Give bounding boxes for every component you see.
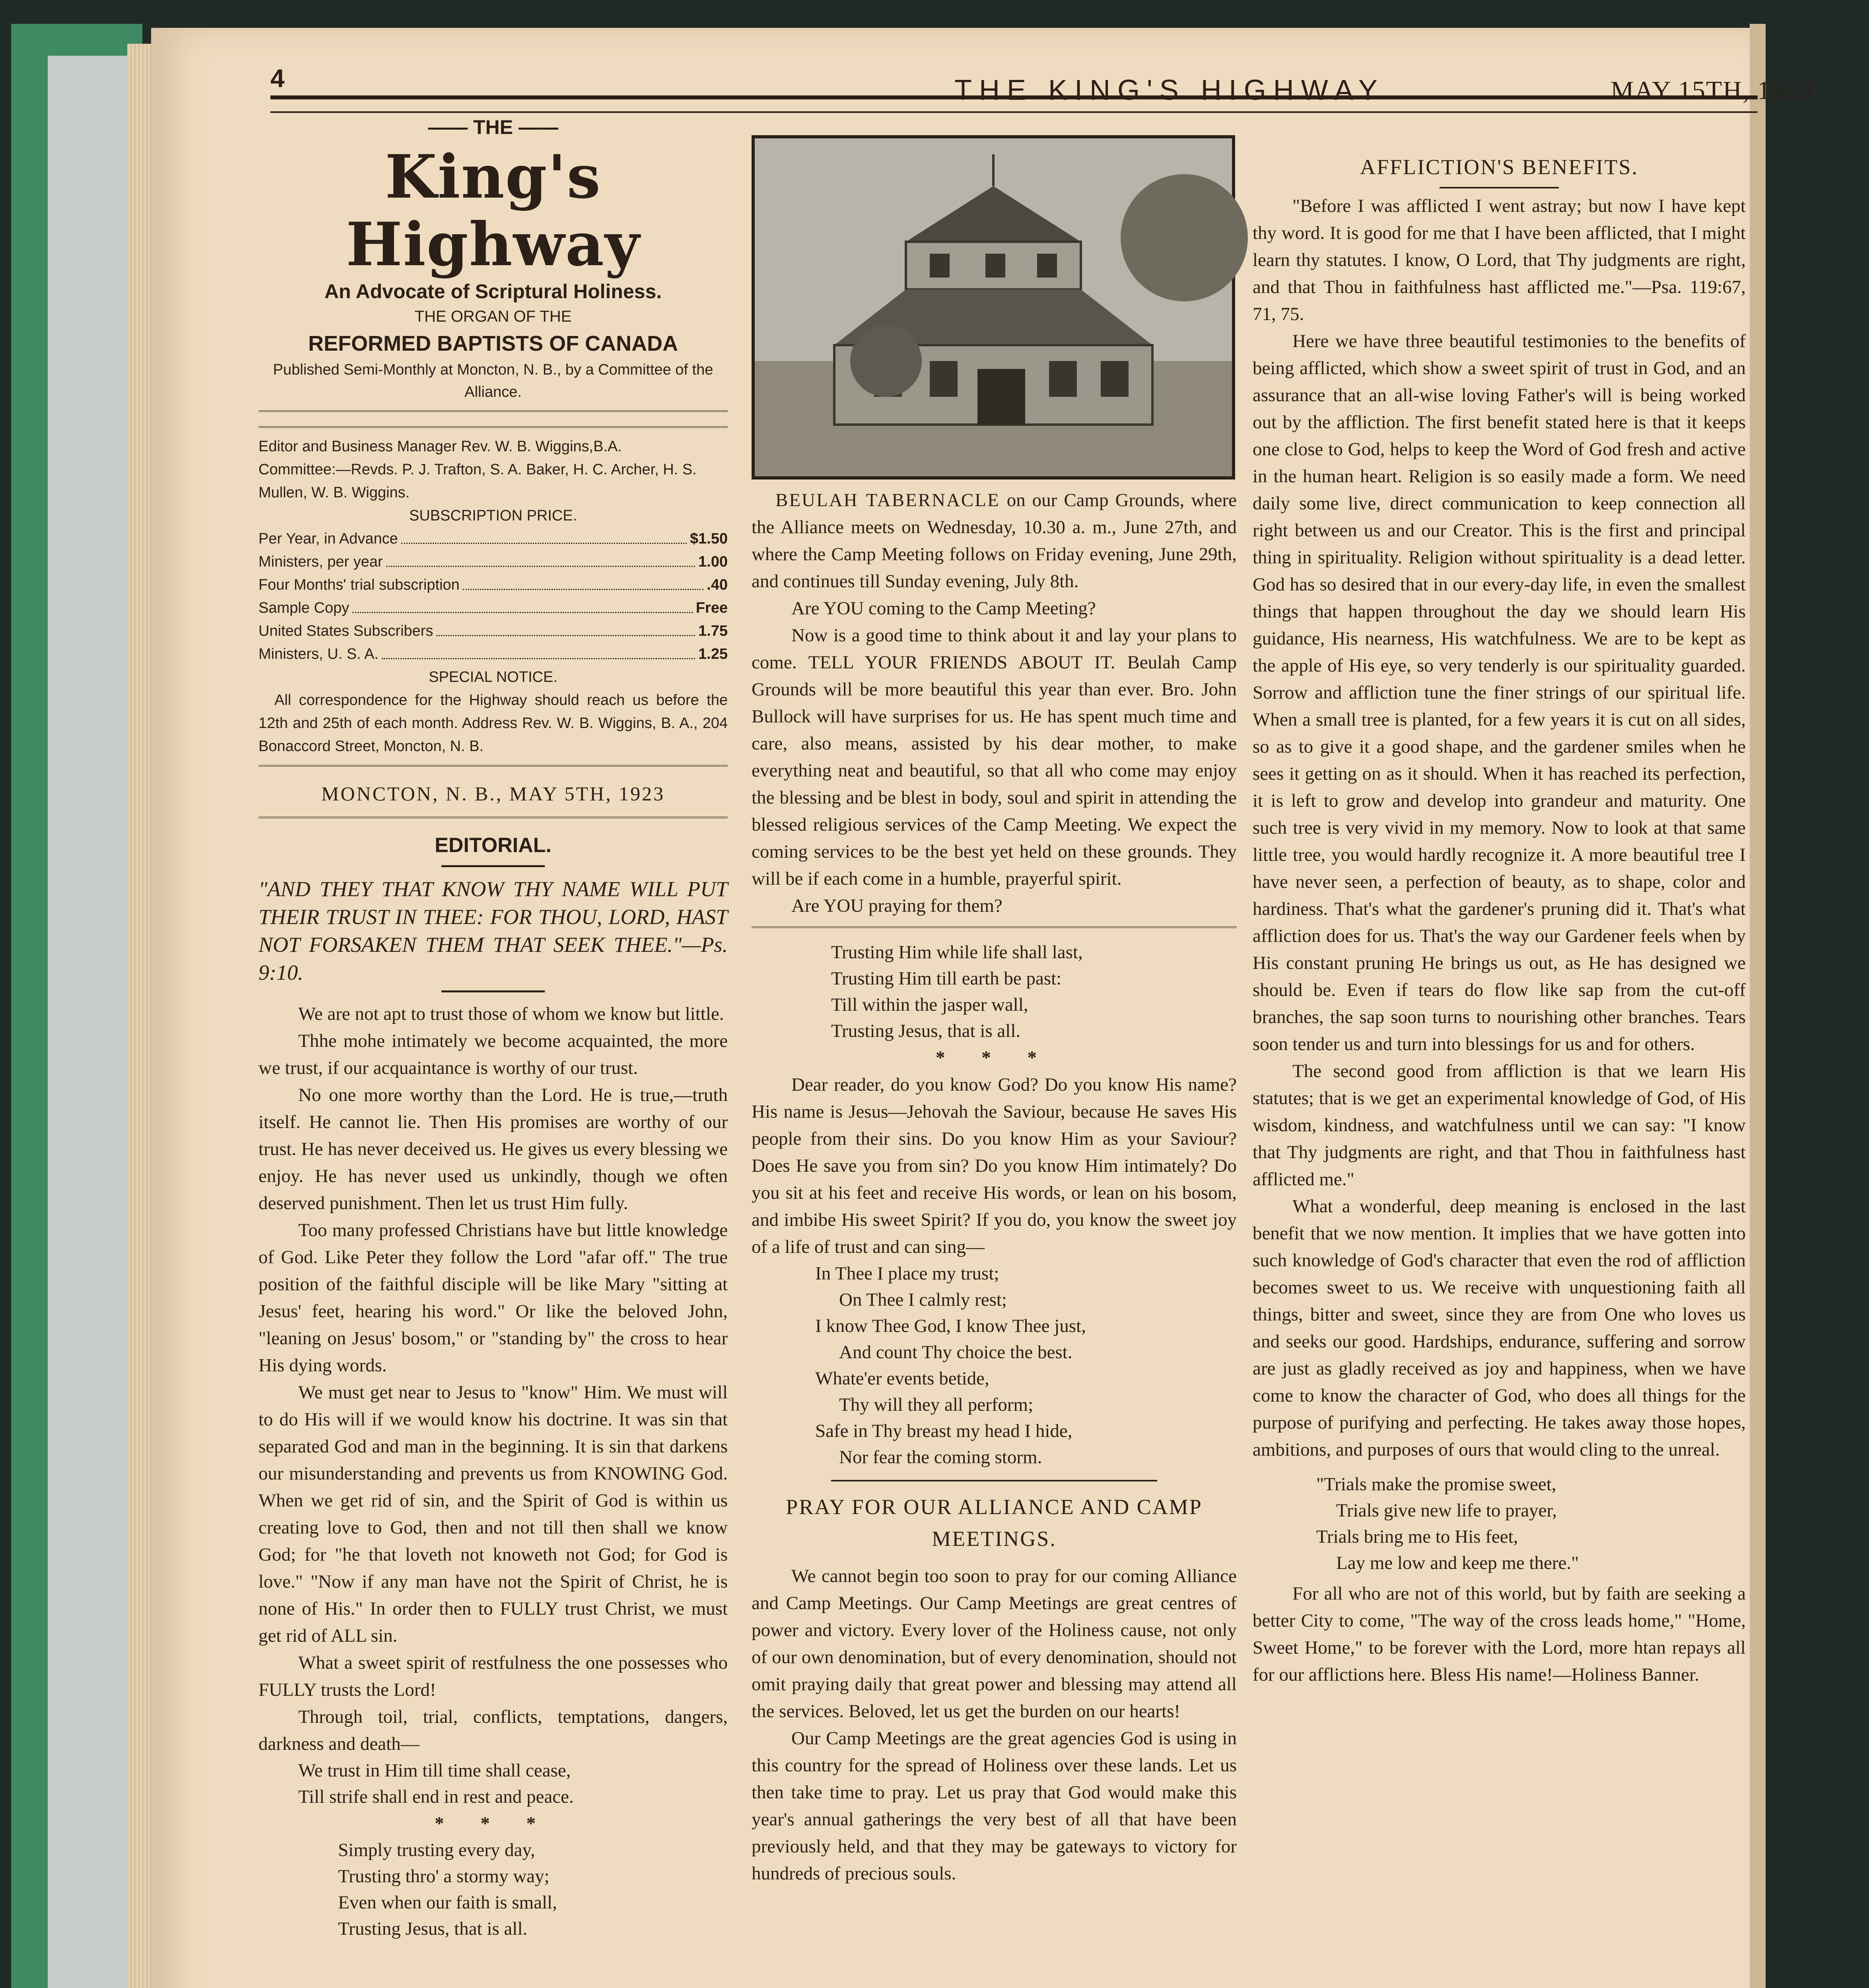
paragraph: Too many professed Christians have but little knowledge of God. Like Peter they follow the Lord "afar off." The true position of the faithful disciple will be like Mary "sitting at Jesus' feet, hearing his word." Or like the beloved John, "leaning on Jesus' bosom," or "standing by" the cross to hear His dying words.	[258, 1220, 728, 1376]
price-row: Four Months' trial subscription .40	[258, 573, 728, 596]
page-right-edge	[1750, 24, 1766, 1988]
paragraph: We must get near to Jesus to "know" Him. We must will to do His will if we would know his doctrine. It was sin that separated God and man in the beginning. It is sin that darkens our misunderstanding and prevents us from KNOWING God. When we get rid of sin, and the Spirit of God is within us creating love to God, then and not till then shall we know God; for "he that loveth not knoweth not God; for God is love." "Now if any man have not the Spirit of Christ, he is none of His." In order then to FULLY trust Christ, we must get rid of ALL sin.	[258, 1382, 728, 1646]
column-middle	[752, 135, 1237, 1887]
notice-head: SPECIAL NOTICE.	[429, 669, 558, 685]
ornamental-rule	[752, 926, 1237, 932]
paragraph: We cannot begin too soon to pray for our coming Alliance and Camp Meetings. Our Camp Meetings are great centres of power and victory. Every lover of the Holiness cause, not only of our own denomination, but of every denomination, should not omit praying daily that great power and blessing may attend all the services. Beloved, let us get the burden on our hearts!	[752, 1566, 1237, 1722]
stars-divider: * * *	[435, 1813, 552, 1834]
caption-text: on our Camp Grounds, where the Alliance meets on Wednesday, 10.30 a. m., June 27th, and where the Camp Meeting follows on Friday evening, June 29th, and continues till Sunday evening, July 8th.	[752, 490, 1237, 592]
ornamental-rule	[258, 410, 728, 428]
paragraph: No one more worthy than the Lord. He is true,—truth itself. He cannot lie. Then His promises are worthy of our trust. He has never deceived us. He gives us every blessing we enjoy. He has never used us unkindly, though we often deserved punishment. Then let us trust Him fully.	[258, 1085, 728, 1213]
verse: Simply trusting every day, Trusting thro' a stormy way; Even when our faith is small, Trusting Jesus, that is all.	[338, 1840, 557, 1939]
verse: We trust in Him till time shall cease, Till strife shall end in rest and peace.	[298, 1760, 574, 1807]
price-row: Sample Copy Free	[258, 596, 728, 619]
divider	[441, 865, 545, 867]
divider	[831, 1480, 1157, 1481]
publication-title: THE KING'S HIGHWAY	[954, 74, 1385, 106]
dateline: MONCTON, N. B., MAY 5TH, 1923	[321, 782, 665, 805]
masthead-published: Published Semi-Monthly at Moncton, N. B., by a Committee of the Alliance.	[273, 361, 713, 400]
paragraph: Our Camp Meetings are the great agencies God is using in this country for the spread of Holiness over these lands. Let us then take time to pray. Let us pray that God would make this year's annual gatherings the very best of all that have been previously held, and that they may be gateways to victory for hundreds of precious souls.	[752, 1728, 1237, 1884]
paragraph: What a wonderful, deep meaning is enclosed in the last benefit that we now mention. It implies that we have gotten into such knowledge of God's character that even the rod of affliction becomes sweet to us. We receive with unquestioning faith all things, bitter and sweet, since they are from One who loves us and seeks our good. Hardships, endurance, suffering and sorrow are just as gladly received as joy and happiness, when we have come to know the character of God, who does all things for the purpose of purifying and perfecting. He takes away those hopes, ambitions, and purposes of ours that would cling to the unreal.	[1253, 1196, 1746, 1460]
tabernacle-photo	[752, 135, 1235, 480]
pray-head: PRAY FOR OUR ALLIANCE AND CAMP MEETINGS.	[786, 1495, 1203, 1551]
tabernacle-illustration	[755, 138, 1232, 476]
subscription-head: SUBSCRIPTION PRICE.	[409, 507, 577, 524]
masthead-title: King's Highway	[346, 142, 641, 280]
notice-text: All correspondence for the Highway should reach us before the 12th and 25th of each month. Address Rev. W. B. Wiggins, B. A., 204 Bonaccord Street, Moncton, N. B.	[258, 692, 728, 755]
paragraph: Here we have three beautiful testimonies to the benefits of being afflicted, which show a sweet spirit of trust in God, and an assurance that an all-wise loving Father's will is being worked out by the affliction. The first benefit stated here is that it keeps one close to God, helps to keep the Word of God fresh and active in the human heart. Religion is so easily made a form. We need daily some live, direct communication to keep connection all right between us and our Creator. This is the first and principal thing in spirituality. Religion without spirituality is a dead letter. God has so desired that in our every-day life, in even the smallest things that happen throughout the day we should learn His guidance, His nearness, His watchfulness. We are to be kept as the apple of His eye, so very tenderly is our spirituality guarded. Sorrow and affliction tune the finer strings of our spiritual life. When a small tree is planted, for a few years it is cut on all sides, so as to give it a good shape, and the gardener smiles when he sees it getting on as it should. When it has reached its perfection, it is left to grow and develop into grandeur and maturity. One such tree is very vivid in my memory. Now to look at that same little tree, you would hardly recognize it. A more beautiful tree I have never seen, a perfection of beauty, as to shape, color and hardiness. That's what the gardener's pruning did it. That's what affliction does for us. That's the way our Gardener feels when by His constant pruning He brings us out, as He has designed we should be. Even if tears do flow like sap from the cut-off branches, the sap soon turns to nourishing other branches. Tears soon tender us and turn into blessings for us and for others.	[1253, 331, 1746, 1054]
paragraph: "Before I was afflicted I went astray; but now I have kept thy word. It is good for me that I have been afflicted, that I might learn thy statutes. I know, O Lord, that Thy judgments are right, and that Thou in faithfulness hast afflicted me."—Psa. 119:67, 71, 75.	[1253, 196, 1746, 324]
paragraph: For all who are not of this world, but by faith are seeking a better City to come, "The way of the cross leads home," "Home, Sweet Home," to be forever with the Lord, more htan repays all for our afflictions here. Bless His name!—Holiness Banner.	[1253, 1583, 1746, 1685]
column-left	[258, 115, 728, 1942]
divider	[441, 990, 545, 992]
paragraph: The second good from affliction is that we learn His statutes; that is we get an experimental knowledge of God, of His wisdom, kindness, and watchfulness until we can say: "I know that Thy judgments are right, and that Thou in faithfulness hast afflicted me."	[1253, 1061, 1746, 1190]
masthead-subtitle: An Advocate of Scriptural Holiness.	[324, 280, 662, 303]
paragraph: Thhe mohe intimately we become acquainted, the more we trust, if our acquaintance is worthy of our trust.	[258, 1031, 728, 1078]
column-right	[1253, 127, 1746, 1688]
price-row: Ministers, U. S. A. 1.25	[258, 643, 728, 666]
paragraph: We are not apt to trust those of whom we know but little.	[298, 1004, 724, 1024]
masthead-organ: THE ORGAN OF THE	[414, 308, 572, 325]
price-row: Per Year, in Advance $1.50	[258, 527, 728, 550]
verse: "Trials make the promise sweet, Trials give new life to prayer, Trials bring me to His feet, Lay me low and keep me there."	[1316, 1474, 1579, 1573]
endpaper	[48, 56, 127, 1988]
ornamental-rule	[258, 817, 728, 822]
paragraph: Are YOU praying for them?	[791, 895, 1002, 916]
verse: In Thee I place my trust; On Thee I calmly rest; I know Thee God, I know Thee just, And count Thy choice the best. Whate'er events betide, Thy will they all perform; Safe in Thy breast my head I hide, Nor fear the coming storm.	[815, 1263, 1086, 1468]
paragraph: What a sweet spirit of restfulness the one possesses who FULLY trusts the Lord!	[258, 1652, 728, 1700]
verse: Trusting Him while life shall last, Trusting Him till earth be past: Till within the jasper wall, Trusting Jesus, that is all.	[831, 942, 1083, 1041]
header-rule	[270, 95, 1758, 113]
paragraph: Are YOU coming to the Camp Meeting?	[791, 598, 1096, 619]
editor-line: Editor and Business Manager Rev. W. B. Wiggins,B.A.	[258, 438, 622, 455]
running-header	[270, 48, 1869, 106]
editorial-head: EDITORIAL.	[435, 834, 552, 857]
ornamental-rule	[258, 765, 728, 771]
price-list	[258, 527, 728, 666]
paragraph: Through toil, trial, conflicts, temptations, dangers, darkness and death—	[258, 1706, 728, 1754]
committee-line: Committee:—Revds. P. J. Trafton, S. A. Baker, H. C. Archer, H. S. Mullen, W. B. Wiggins.	[258, 461, 697, 501]
caption-lead: BEULAH TABERNACLE	[775, 490, 1000, 511]
price-row: Ministers, per year 1.00	[258, 550, 728, 573]
editorial-quote: "AND THEY THAT KNOW THY NAME WILL PUT THEIR TRUST IN THEE: FOR THOU, LORD, HAST NOT FORSAKEN THEM THAT SEEK THEE."—Ps. 9:10.	[258, 877, 728, 984]
paragraph: Dear reader, do you know God? Do you know His name? His name is Jesus—Jehovah the Saviour, because He saves His people from their sins. Do you know Him as your Saviour? Does He save you from sin? Do you know Him intimately? Do you sit at his feet and receive His words, or lean on his bosom, and imbibe His sweet Spirit? If you do, you know the sweet joy of a life of trust and can sing—	[752, 1074, 1237, 1257]
masthead-the: —— THE ——	[428, 116, 558, 138]
paragraph: Now is a good time to think about it and lay your plans to come. TELL YOUR FRIENDS ABOUT IT. Beulah Camp Grounds will be more beautiful this year than ever. Bro. John Bullock will have surprises for us. He has spent much time and care, also means, assisted by his dear mother, to make everything neat and beautiful, so that all who come may enjoy the blessing and be blest in body, soul and spirit in attending the blessed religious services of the Camp Meeting. We expect the coming services to be the best yet held on these grounds. They will be if each come in a humble, prayerful spirit.	[752, 625, 1237, 889]
issue-date: MAY 15TH, 1923	[1611, 76, 1813, 105]
price-row: United States Subscribers 1.75	[258, 619, 728, 643]
affliction-head: AFFLICTION'S BENEFITS.	[1360, 155, 1638, 179]
divider	[1440, 187, 1559, 188]
newspaper-page	[151, 28, 1813, 1988]
masthead-church: REFORMED BAPTISTS OF CANADA	[308, 332, 678, 355]
photo-caption	[752, 487, 1237, 595]
stars-divider: * * *	[936, 1047, 1053, 1068]
page-number: 4	[270, 64, 285, 93]
